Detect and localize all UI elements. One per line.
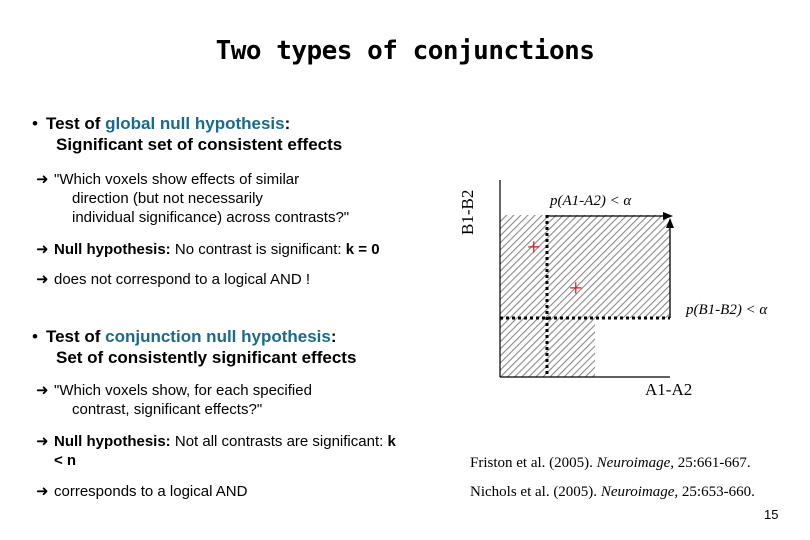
plus-marker-1: + (527, 235, 541, 261)
section1-null-hypothesis: ➜ Null hypothesis: No contrast is significant: k = 0 (36, 241, 380, 258)
reference-friston: Friston et al. (2005). Neuroimage, 25:661-667. (470, 455, 751, 471)
arrow-right-icon: ➜ (36, 171, 49, 188)
arrow-right-icon: ➜ (36, 271, 49, 288)
section1-subheading: Significant set of consistent effects (56, 135, 343, 154)
bullet: • (32, 327, 38, 346)
section1-heading: • Test of global null hypothesis: Significant set of consistent effects (32, 114, 343, 154)
section2-null-hypothesis: ➜ Null hypothesis: Not all contrasts are significant: k < n (36, 433, 396, 469)
page-title: Two types of conjunctions (215, 36, 595, 66)
arrow-right-icon: ➜ (36, 433, 49, 450)
conjunction-null-hypothesis-term: conjunction null hypothesis (105, 327, 331, 346)
arrow-right-icon: ➜ (36, 241, 49, 258)
p-b-label: p(B1-B2) < α (686, 302, 768, 318)
reference-nichols: Nichols et al. (2005). Neuroimage, 25:653-660. (470, 484, 755, 500)
x-axis-label: A1-A2 (645, 380, 693, 399)
section2-logic: ➜ corresponds to a logical AND (36, 483, 248, 500)
arrow-right-icon: ➜ (36, 483, 49, 500)
plus-marker-2: + (569, 276, 583, 302)
arrow-right-icon: ➜ (36, 382, 49, 399)
global-null-hypothesis-term: global null hypothesis (105, 114, 285, 133)
section1-question: ➜ "Which voxels show effects of similar direction (but not necessarily individual significance) across contrasts?" (36, 171, 350, 226)
section1-logic: ➜ does not correspond to a logical AND ! (36, 271, 310, 288)
bullet: • (32, 114, 38, 133)
y-axis-label: B1-B2 (458, 189, 477, 235)
page-number: 15 (764, 507, 779, 522)
p-a-label: p(A1-A2) < α (550, 193, 632, 209)
shaded-region-b (500, 215, 670, 318)
section2-subheading: Set of consistently significant effects (56, 348, 357, 367)
section2-question: ➜ "Which voxels show, for each specified contrast, significant effects?" (36, 382, 312, 418)
section2-heading: • Test of conjunction null hypothesis: Set of consistently significant effects (32, 327, 357, 367)
conjunction-diagram (455, 160, 810, 400)
